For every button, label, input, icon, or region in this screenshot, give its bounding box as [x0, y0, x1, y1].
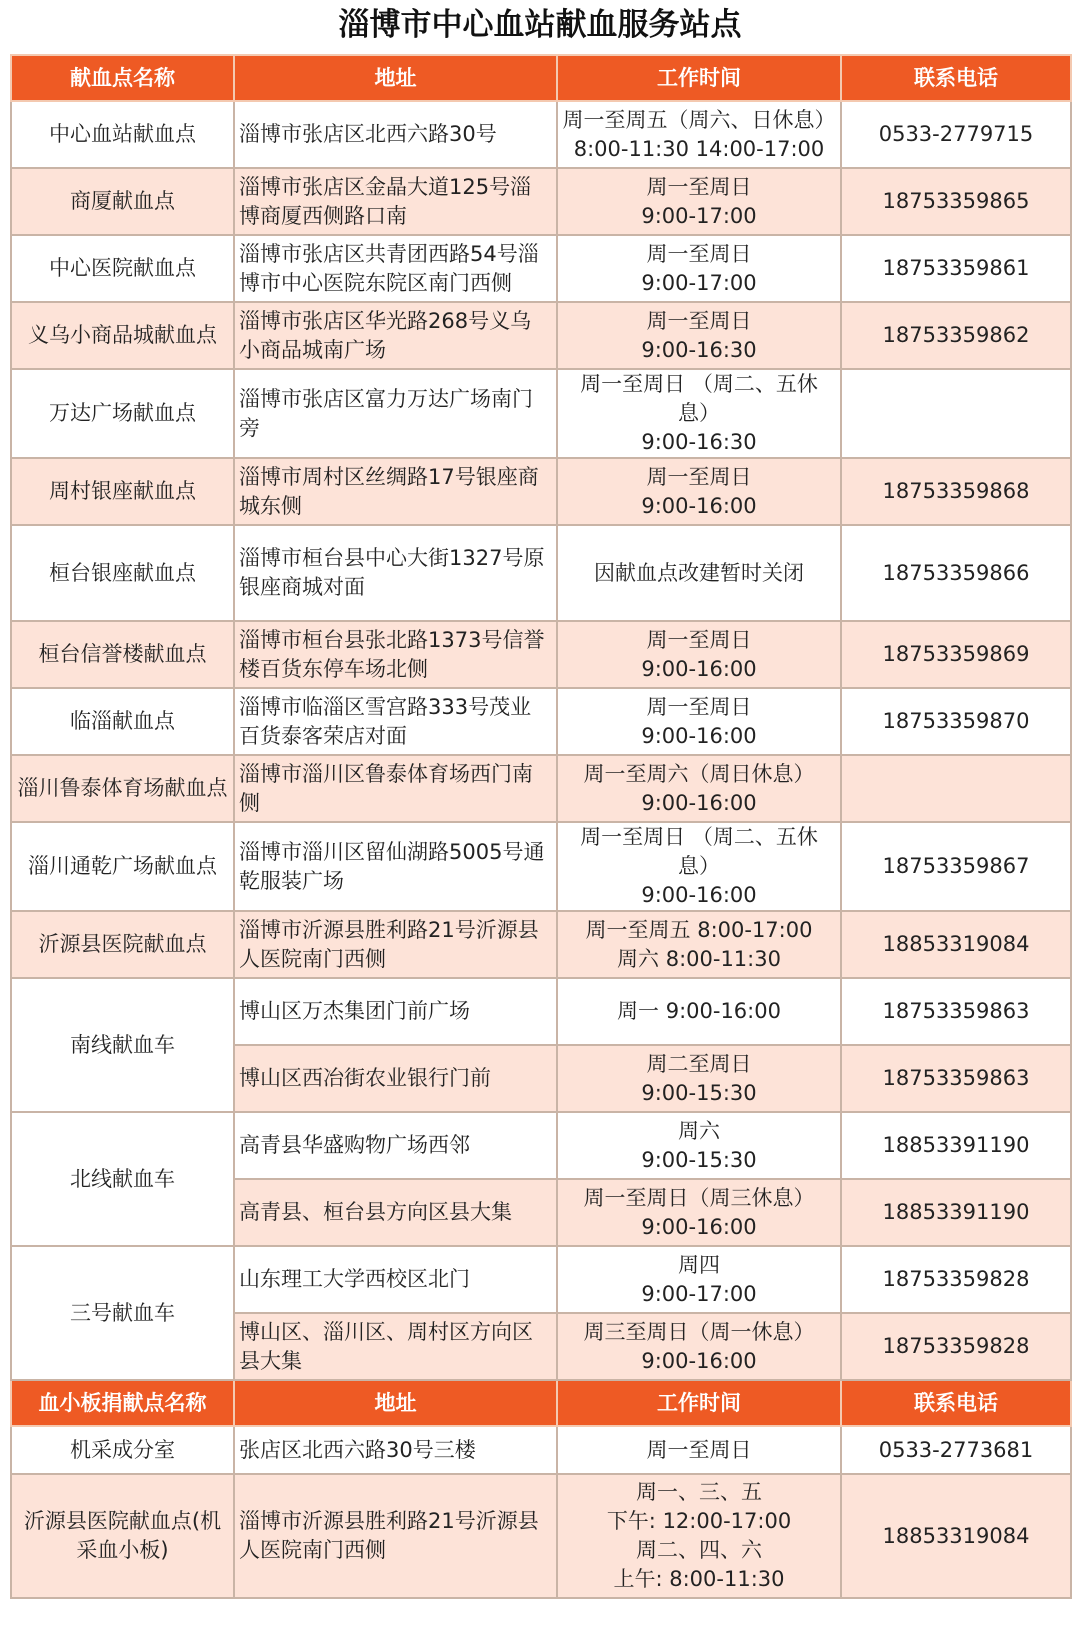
- station-address: 淄博市张店区华光路268号义乌小商品城南广场: [234, 302, 557, 369]
- station-hours: 因献血点改建暂时关闭: [557, 525, 841, 621]
- station-address: 淄博市张店区北西六路30号: [234, 101, 557, 168]
- station-name: 沂源县医院献血点: [11, 911, 234, 978]
- vehicle-name: 北线献血车: [11, 1112, 234, 1246]
- station-name: 义乌小商品城献血点: [11, 302, 234, 369]
- station-name: 桓台信誉楼献血点: [11, 621, 234, 688]
- table-row: [11, 101, 1071, 168]
- station-phone: 18753359861: [841, 235, 1071, 302]
- station-hours: 周一至周日 9:00-16:00: [557, 458, 841, 525]
- station-phone: 18853319084: [841, 911, 1071, 978]
- station-name: 淄川通乾广场献血点: [11, 822, 234, 911]
- vehicle-stop-phone: 18853391190: [841, 1112, 1071, 1179]
- station-phone: 18753359868: [841, 458, 1071, 525]
- table-row: [11, 458, 1071, 525]
- vehicle-stop-address: 高青县、桓台县方向区县大集: [234, 1179, 557, 1246]
- vehicle-stop-hours: 周六 9:00-15:30: [557, 1112, 841, 1179]
- station-hours: 周一至周日 9:00-17:00: [557, 235, 841, 302]
- station-name: 万达广场献血点: [11, 369, 234, 458]
- station-address: 淄博市张店区金晶大道125号淄博商厦西侧路口南: [234, 168, 557, 235]
- table-row: [11, 755, 1071, 822]
- station-name: 临淄献血点: [11, 688, 234, 755]
- station-hours: 周一至周五（周六、日休息） 8:00-11:30 14:00-17:00: [557, 101, 841, 168]
- station-name: 桓台银座献血点: [11, 525, 234, 621]
- table-row: [11, 1246, 1071, 1313]
- vehicle-name: 南线献血车: [11, 978, 234, 1112]
- table-row: [11, 1112, 1071, 1179]
- vehicle-stop-hours: 周一 9:00-16:00: [557, 978, 841, 1045]
- page-title: 淄博市中心血站献血服务站点: [338, 7, 742, 43]
- table-row: [11, 978, 1071, 1045]
- table-row: [11, 168, 1071, 235]
- station-address: 淄博市周村区丝绸路17号银座商城东侧: [234, 458, 557, 525]
- station-phone: [841, 369, 1071, 458]
- header-hours: 工作时间: [557, 55, 841, 101]
- header-platelet-address: 地址: [234, 1380, 557, 1426]
- vehicle-name: 三号献血车: [11, 1246, 234, 1380]
- blood-station-table: [10, 54, 1072, 1599]
- vehicle-stop-phone: 18753359863: [841, 1045, 1071, 1112]
- vehicle-stop-hours: 周二至周日 9:00-15:30: [557, 1045, 841, 1112]
- vehicle-stop-address: 博山区万杰集团门前广场: [234, 978, 557, 1045]
- station-phone: 18753359867: [841, 822, 1071, 911]
- station-hours: 周一至周五 8:00-17:00 周六 8:00-11:30: [557, 911, 841, 978]
- station-phone: 0533-2779715: [841, 101, 1071, 168]
- platelet-address: 淄博市沂源县胜利路21号沂源县人医院南门西侧: [234, 1474, 557, 1598]
- header-phone: 联系电话: [841, 55, 1071, 101]
- station-name: 商厦献血点: [11, 168, 234, 235]
- station-phone: 18753359870: [841, 688, 1071, 755]
- station-name: 周村银座献血点: [11, 458, 234, 525]
- station-address: 淄博市张店区富力万达广场南门旁: [234, 369, 557, 458]
- station-name: 中心医院献血点: [11, 235, 234, 302]
- vehicle-stop-hours: 周四 9:00-17:00: [557, 1246, 841, 1313]
- station-address: 淄博市临淄区雪宫路333号茂业百货泰客荣店对面: [234, 688, 557, 755]
- vehicle-stop-hours: 周一至周日（周三休息） 9:00-16:00: [557, 1179, 841, 1246]
- table-header-row: [11, 55, 1071, 101]
- header-platelet-hours: 工作时间: [557, 1380, 841, 1426]
- table-row: [11, 302, 1071, 369]
- station-address: 淄博市桓台县中心大街1327号原银座商城对面: [234, 525, 557, 621]
- station-hours: 周一至周日 （周二、五休息） 9:00-16:30: [557, 369, 841, 458]
- platelet-address: 张店区北西六路30号三楼: [234, 1426, 557, 1474]
- vehicle-stop-address: 山东理工大学西校区北门: [234, 1246, 557, 1313]
- platelet-name: 沂源县医院献血点(机采血小板): [11, 1474, 234, 1598]
- station-address: 淄博市淄川区留仙湖路5005号通乾服装广场: [234, 822, 557, 911]
- header-address: 地址: [234, 55, 557, 101]
- table-row: [11, 621, 1071, 688]
- platelet-phone: 0533-2773681: [841, 1426, 1071, 1474]
- platelet-header-row: [11, 1380, 1071, 1426]
- station-address: 淄博市淄川区鲁泰体育场西门南侧: [234, 755, 557, 822]
- table-row: [11, 235, 1071, 302]
- vehicle-stop-phone: 18753359863: [841, 978, 1071, 1045]
- station-phone: 18753359865: [841, 168, 1071, 235]
- vehicle-stop-phone: 18753359828: [841, 1313, 1071, 1380]
- station-phone: 18753359869: [841, 621, 1071, 688]
- vehicle-stop-phone: 18853391190: [841, 1179, 1071, 1246]
- platelet-name: 机采成分室: [11, 1426, 234, 1474]
- table-row: [11, 911, 1071, 978]
- station-hours: 周一至周日 9:00-16:00: [557, 621, 841, 688]
- platelet-hours: 周一、三、五 下午: 12:00-17:00 周二、四、六 上午: 8:00-11:30: [557, 1474, 841, 1598]
- station-phone: 18753359866: [841, 525, 1071, 621]
- station-name: 中心血站献血点: [11, 101, 234, 168]
- table-row: [11, 1426, 1071, 1474]
- station-address: 淄博市桓台县张北路1373号信誉楼百货东停车场北侧: [234, 621, 557, 688]
- station-address: 淄博市张店区共青团西路54号淄博市中心医院东院区南门西侧: [234, 235, 557, 302]
- platelet-hours: 周一至周日: [557, 1426, 841, 1474]
- vehicle-stop-address: 博山区西冶街农业银行门前: [234, 1045, 557, 1112]
- table-row: [11, 525, 1071, 621]
- header-name: 献血点名称: [11, 55, 234, 101]
- station-hours: 周一至周日 9:00-17:00: [557, 168, 841, 235]
- table-row: [11, 369, 1071, 458]
- station-hours: 周一至周六（周日休息） 9:00-16:00: [557, 755, 841, 822]
- platelet-phone: 18853319084: [841, 1474, 1071, 1598]
- station-phone: 18753359862: [841, 302, 1071, 369]
- station-hours: 周一至周日 9:00-16:30: [557, 302, 841, 369]
- station-hours: 周一至周日 9:00-16:00: [557, 688, 841, 755]
- vehicle-stop-hours: 周三至周日（周一休息） 9:00-16:00: [557, 1313, 841, 1380]
- station-phone: [841, 755, 1071, 822]
- station-hours: 周一至周日 （周二、五休息） 9:00-16:00: [557, 822, 841, 911]
- vehicle-stop-address: 高青县华盛购物广场西邻: [234, 1112, 557, 1179]
- table-row: [11, 688, 1071, 755]
- header-platelet-name: 血小板捐献点名称: [11, 1380, 234, 1426]
- station-name: 淄川鲁泰体育场献血点: [11, 755, 234, 822]
- header-platelet-phone: 联系电话: [841, 1380, 1071, 1426]
- table-row: [11, 1474, 1071, 1598]
- station-address: 淄博市沂源县胜利路21号沂源县人医院南门西侧: [234, 911, 557, 978]
- table-row: [11, 822, 1071, 911]
- vehicle-stop-phone: 18753359828: [841, 1246, 1071, 1313]
- vehicle-stop-address: 博山区、淄川区、周村区方向区县大集: [234, 1313, 557, 1380]
